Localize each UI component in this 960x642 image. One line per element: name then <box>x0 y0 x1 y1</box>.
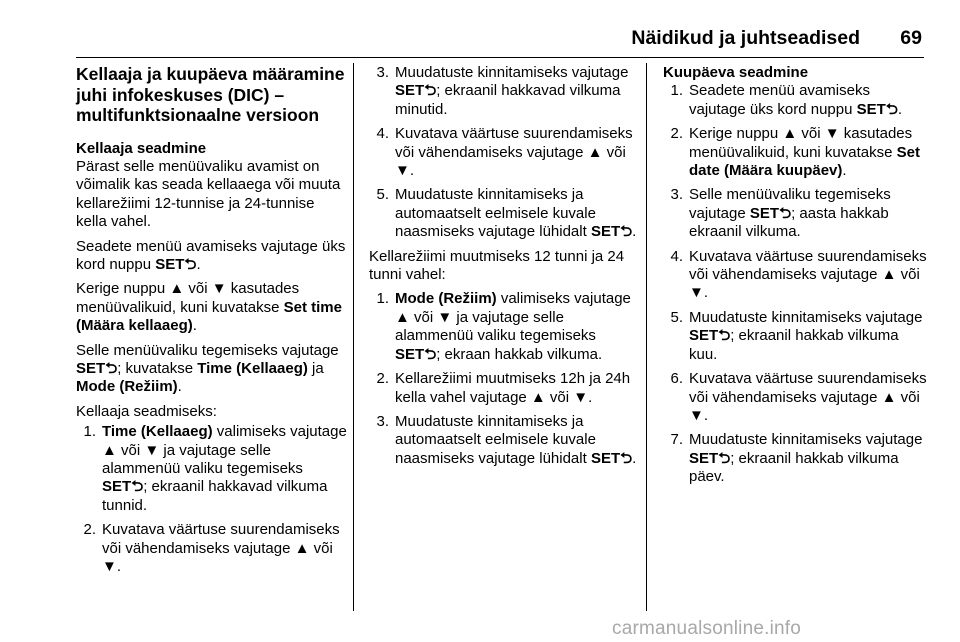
list-item: 5. Muudatuste kinnitamiseks vajutage SET⮌; ekraanil hakkab vilkuma kuu. <box>670 308 923 363</box>
list-item: 3. Selle menüüvaliku tegemiseks vajutage SET⮌; aasta hakkab ekraanil vilkuma. <box>670 186 891 241</box>
return-arrow-icon: ⮌ <box>424 82 437 100</box>
list-item: 2. Kerige nuppu ▲ või ▼ kasutades menüüvalikuid, kuni kuvatakse Set date (Määra kuupäev). <box>670 125 920 180</box>
subheading-date: Kuupäeva seadmine <box>663 64 809 81</box>
mode-steps-list <box>369 290 637 468</box>
list-item: 3. Muudatuste kinnitamiseks vajutage SET⮌; ekraanil hakkavad vilkuma minutid. <box>376 64 629 118</box>
paragraph: Pärast selle menüüvaliku avamist on võimalik kas seada kellaaega või muuta kellarežiimi 12-tunnise ja 24-tunnise kella vahel. <box>76 157 341 231</box>
column-divider-2 <box>646 63 647 611</box>
paragraph: Kerige nuppu ▲ või ▼ kasutades menüüvalikuid, kuni kuvatakse Set time (Määra kellaaeg). <box>76 280 342 335</box>
subheading-clock: Kellaaja seadmine <box>76 139 207 157</box>
watermark: carmanualsonline.info <box>612 618 802 639</box>
column-1 <box>76 64 348 582</box>
column-2 <box>369 64 637 474</box>
list-item: 3. Muudatuste kinnitamiseks ja automaatselt eelmisele kuvale naasmiseks vajutage lühidalt SET⮌. <box>376 412 637 467</box>
return-arrow-icon: ⮌ <box>620 223 633 241</box>
paragraph: Seadete menüü avamiseks vajutage üks kord nuppu SET⮌. <box>76 237 346 273</box>
list-item: 4. Kuvatava väärtuse suurendamiseks või vähendamiseks vajutage ▲ või ▼. <box>670 247 927 302</box>
paragraph: Kellarežiimi muutmiseks 12 tunni ja 24 tunni vahel: <box>369 247 625 284</box>
date-steps-list <box>663 82 927 486</box>
list-item: 5. Muudatuste kinnitamiseks ja automaatselt eelmisele kuvale naasmiseks vajutage lühidalt SET⮌. <box>376 186 637 241</box>
paragraph: Kellaaja seadmiseks: <box>76 402 217 420</box>
return-arrow-icon: ⮌ <box>424 345 437 363</box>
paragraph: Selle menüüvaliku tegemiseks vajutage SET⮌; kuvatakse Time (Kellaaeg) ja Mode (Režiim). <box>76 341 339 396</box>
list-item: 7. Muudatuste kinnitamiseks vajutage SET⮌; ekraanil hakkab vilkuma päev. <box>670 431 923 486</box>
running-header-title: Näidikud ja juhtseadised <box>631 27 860 49</box>
list-item: 2. Kuvatava väärtuse suurendamiseks või vähendamiseks vajutage ▲ või ▼. <box>83 521 340 576</box>
return-arrow-icon: ⮌ <box>718 327 731 345</box>
list-item: 6. Kuvatava väärtuse suurendamiseks või vähendamiseks vajutage ▲ või ▼. <box>670 370 927 424</box>
clock-steps-list-cont <box>369 64 637 242</box>
list-item: 1. Seadete menüü avamiseks vajutage üks kord nuppu SET⮌. <box>670 82 902 118</box>
section-heading: Kellaaja ja kuupäeva määramine juhi infokeskuses (DIC) – multifunktsionaalne versioon <box>76 64 345 125</box>
header-rule <box>76 57 924 58</box>
column-3 <box>663 64 927 493</box>
return-arrow-icon: ⮌ <box>620 449 633 467</box>
list-item: 2. Kellarežiimi muutmiseks 12h ja 24h kella vahel vajutage ▲ või ▼. <box>376 370 631 406</box>
list-item: 1. Mode (Režiim) valimiseks vajutage ▲ või ▼ ja vajutage selle alammenüü valiku tegemiseks SET⮌; ekraan hakkab vilkuma. <box>376 290 631 363</box>
return-arrow-icon: ⮌ <box>131 478 144 496</box>
return-arrow-icon: ⮌ <box>184 255 197 273</box>
return-arrow-icon: ⮌ <box>105 359 118 377</box>
list-item: 4. Kuvatava väärtuse suurendamiseks või vähendamiseks vajutage ▲ või ▼. <box>376 125 633 180</box>
page-number: 69 <box>900 27 922 49</box>
return-arrow-icon: ⮌ <box>779 204 792 222</box>
clock-steps-list <box>76 423 348 576</box>
list-item: 1. Time (Kellaaeg) valimiseks vajutage ▲ või ▼ ja vajutage selle alammenüü valiku tegemiseks SET⮌; ekraanil hakkavad vilkuma tunnid. <box>83 423 347 514</box>
return-arrow-icon: ⮌ <box>885 100 898 118</box>
column-divider-1 <box>353 63 354 611</box>
return-arrow-icon: ⮌ <box>718 449 731 467</box>
